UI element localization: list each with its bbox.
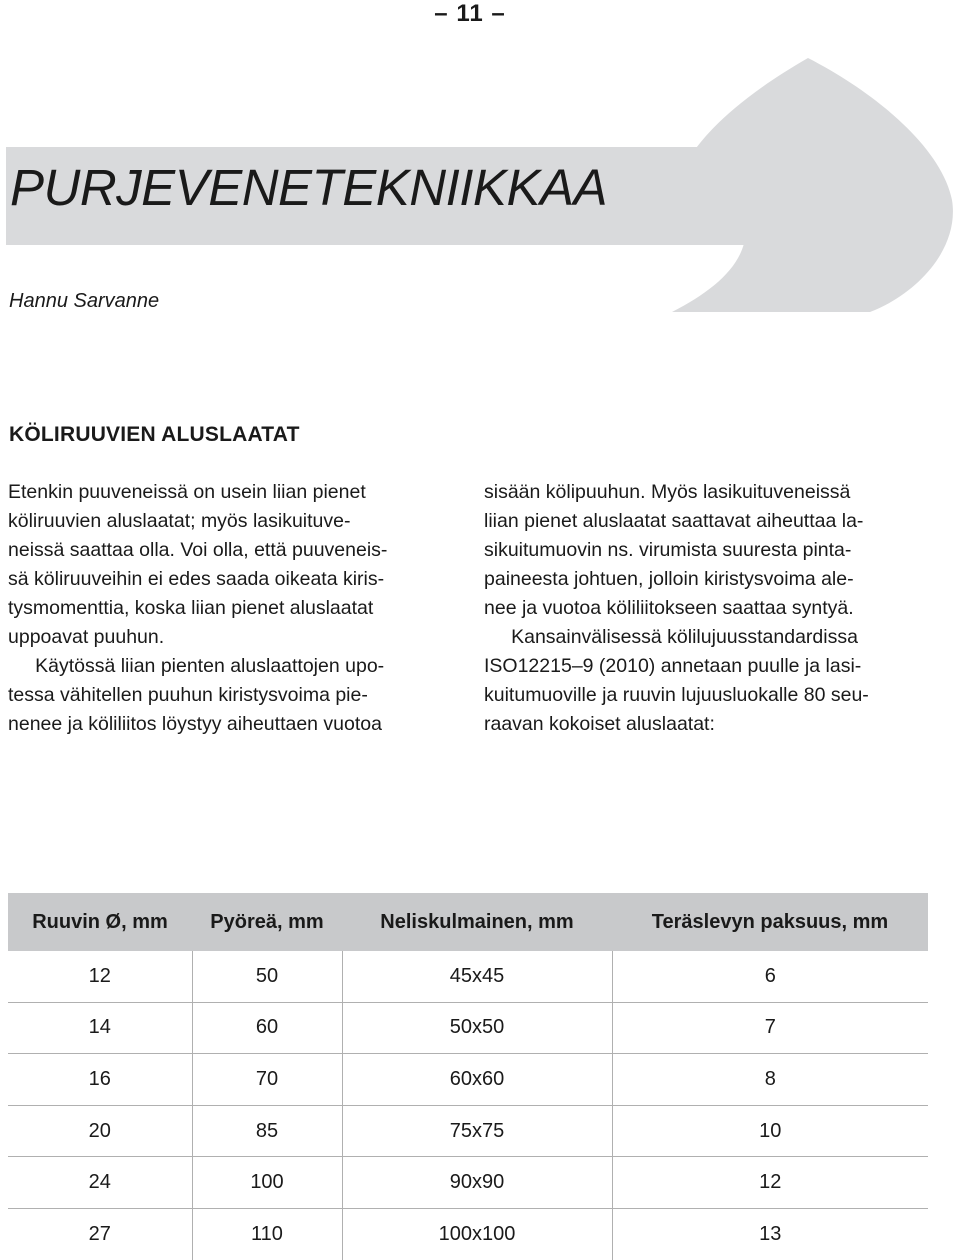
body-line: liian pienet aluslaatat saattavat aiheuttaa la- bbox=[484, 510, 864, 532]
table-cell: 12 bbox=[612, 1157, 928, 1209]
table-cell: 100 bbox=[192, 1157, 342, 1209]
body-line: raavan kokoiset aluslaatat: bbox=[484, 713, 715, 735]
table-cell: 10 bbox=[612, 1105, 928, 1157]
washer-size-table bbox=[8, 893, 928, 1260]
table-header-cell: Ruuvin Ø, mm bbox=[8, 893, 192, 951]
table-row bbox=[8, 1002, 928, 1054]
table-header-cell: Neliskulmainen, mm bbox=[342, 893, 612, 951]
body-column-right bbox=[484, 478, 932, 739]
table-cell: 90x90 bbox=[342, 1157, 612, 1209]
table-cell: 50x50 bbox=[342, 1002, 612, 1054]
table-cell: 60 bbox=[192, 1002, 342, 1054]
table-cell: 6 bbox=[612, 951, 928, 1002]
table-row bbox=[8, 1054, 928, 1106]
table-cell: 75x75 bbox=[342, 1105, 612, 1157]
body-line: sisään kölipuuhun. Myös lasikuituveneissä bbox=[484, 481, 851, 503]
table-header-row bbox=[8, 893, 928, 951]
table-cell: 8 bbox=[612, 1054, 928, 1106]
table-cell: 45x45 bbox=[342, 951, 612, 1002]
body-line: Kansainvälisessä kölilujuusstandardissa bbox=[484, 626, 858, 648]
table-row bbox=[8, 1208, 928, 1259]
body-line: ISO12215–9 (2010) annetaan puulle ja lasi- bbox=[484, 655, 862, 677]
table-row bbox=[8, 951, 928, 1002]
table-header-cell: Teräslevyn paksuus, mm bbox=[612, 893, 928, 951]
body-line: uppoavat puuhun. bbox=[8, 626, 165, 648]
table-cell: 24 bbox=[8, 1157, 192, 1209]
body-line: Käytössä liian pienten aluslaattojen upo- bbox=[8, 655, 385, 677]
body-line: Etenkin puuveneissä on usein liian pienet bbox=[8, 481, 366, 503]
table-row bbox=[8, 1105, 928, 1157]
table-cell: 85 bbox=[192, 1105, 342, 1157]
body-line: köliruuvien aluslaatat; myös lasikuituve- bbox=[8, 510, 351, 532]
body-line: paineesta johtuen, jolloin kiristysvoima ale- bbox=[484, 568, 854, 590]
body-column-left bbox=[8, 478, 460, 739]
body-line: sä köliruuveihin ei edes saada oikeata kiris- bbox=[8, 568, 385, 590]
body-line: tysmomenttia, koska liian pienet aluslaatat bbox=[8, 597, 374, 619]
table-cell: 27 bbox=[8, 1208, 192, 1259]
page-number: – 11 – bbox=[434, 0, 506, 27]
table-cell: 70 bbox=[192, 1054, 342, 1106]
table-cell: 50 bbox=[192, 951, 342, 1002]
table-cell: 14 bbox=[8, 1002, 192, 1054]
body-line: tessa vähitellen puuhun kiristysvoima pie- bbox=[8, 684, 368, 706]
table-cell: 100x100 bbox=[342, 1208, 612, 1259]
table-cell: 110 bbox=[192, 1208, 342, 1259]
table-cell: 60x60 bbox=[342, 1054, 612, 1106]
table-header-cell: Pyöreä, mm bbox=[192, 893, 342, 951]
author-name: Hannu Sarvanne bbox=[9, 290, 160, 312]
table-cell: 13 bbox=[759, 1222, 782, 1245]
table-cell: 12 bbox=[8, 951, 192, 1002]
body-line: nee ja vuotoa köliliitokseen saattaa syntyä. bbox=[484, 597, 854, 619]
body-line: sikuitumuovin ns. virumista suuresta pinta- bbox=[484, 539, 852, 561]
page-title: PURJEVENETEKNIIKKAA bbox=[10, 159, 607, 216]
section-heading: KÖLIRUUVIEN ALUSLAATAT bbox=[9, 423, 300, 446]
table-cell: 7 bbox=[612, 1002, 928, 1054]
table-cell: 20 bbox=[8, 1105, 192, 1157]
body-line: nenee ja köliliitos löystyy aiheuttaen vuotoa bbox=[8, 713, 382, 735]
body-line: kuitumuoville ja ruuvin lujuusluokalle 80 seu- bbox=[484, 684, 869, 706]
table-cell: 16 bbox=[8, 1054, 192, 1106]
table-row bbox=[8, 1157, 928, 1209]
body-line: neissä saattaa olla. Voi olla, että puuveneis- bbox=[8, 539, 388, 561]
